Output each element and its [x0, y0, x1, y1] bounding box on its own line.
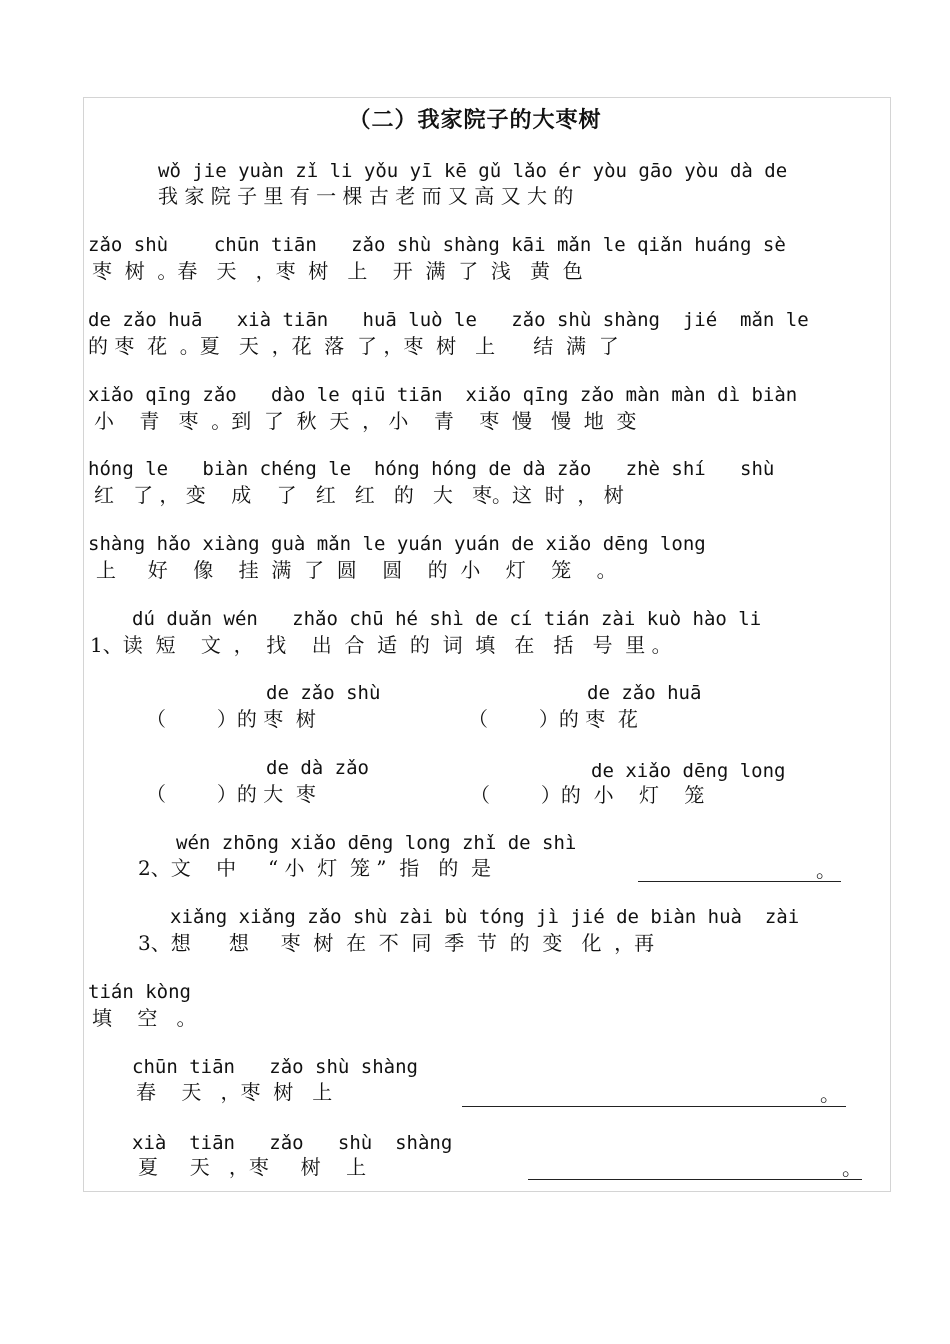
q3-item-2: 夏 天 ，枣 树 上: [138, 1155, 367, 1179]
q2-pinyin: wén zhōng xiǎo dēng long zhǐ de shì: [176, 832, 577, 854]
story-hanzi-5: 红 了 ， 变 成 了 红 红 的 大 枣。这 时 ， 树: [94, 483, 624, 507]
story-pinyin-6: shàng hǎo xiàng guà mǎn le yuán yuán de xiǎo dēng long: [88, 533, 706, 555]
q2-period: 。: [816, 858, 836, 882]
q1-item-3-pinyin: de dà zǎo: [266, 757, 369, 779]
q1-item-1-pinyin: de zǎo shù: [266, 682, 381, 704]
q1-item-4: （ ）的 小 灯 笼: [470, 783, 705, 807]
q3-instruction: 3、想 想 枣 树 在 不 同 季 节 的 变 化 ，再: [138, 931, 655, 955]
q3-item-1-pinyin: chūn tiān zǎo shù shàng: [132, 1056, 418, 1078]
story-pinyin-3: de zǎo huā xià tiān huā luò le zǎo shù shàng jié mǎn le: [88, 309, 809, 331]
q3-item-1: 春 天 ，枣 树 上: [136, 1080, 333, 1104]
worksheet-title: （二）我家院子的大枣树: [348, 107, 602, 133]
story-pinyin-2: zǎo shù chūn tiān zǎo shù shàng kāi mǎn le qiǎn huáng sè: [88, 234, 786, 256]
story-pinyin-5: hóng le biàn chéng le hóng hóng de dà zǎo zhè shí shù: [88, 458, 775, 480]
q1-item-2-pinyin: de zǎo huā: [587, 682, 702, 704]
q3-item-2-period: 。: [842, 1156, 862, 1180]
story-hanzi-1: 我 家 院 子 里 有 一 棵 古 老 而 又 高 又 大 的: [158, 184, 574, 208]
story-hanzi-6: 上 好 像 挂 满 了 圆 圆 的 小 灯 笼 。: [96, 558, 617, 582]
q3-pinyin-2: tián kòng: [88, 981, 191, 1003]
q1-item-4-pinyin: de xiǎo dēng long: [591, 760, 786, 782]
q3-item-2-pinyin: xià tiān zǎo shù shàng: [132, 1132, 453, 1154]
q1-pinyin: dú duǎn wén zhǎo chū hé shì de cí tián zài kuò hào li: [132, 608, 762, 630]
q3-instruction-2: 填 空 。: [92, 1006, 197, 1030]
q3-item-1-answer-line[interactable]: [462, 1106, 846, 1107]
q3-pinyin: xiǎng xiǎng zǎo shù zài bù tóng jì jié de biàn huà zài: [170, 906, 800, 928]
q2-instruction: 2、文 中 “ 小 灯 笼 ” 指 的 是: [138, 856, 492, 880]
story-pinyin-1: wǒ jie yuàn zǐ li yǒu yī kē gǔ lǎo ér yòu gāo yòu dà de: [158, 160, 788, 182]
q3-item-1-period: 。: [820, 1082, 840, 1106]
q2-answer-line[interactable]: [638, 881, 841, 882]
story-hanzi-4: 小 青 枣 。到 了 秋 天 ， 小 青 枣 慢 慢 地 变: [94, 409, 637, 433]
q3-item-2-answer-line[interactable]: [528, 1179, 862, 1180]
q1-instruction: 1、读 短 文 ， 找 出 合 适 的 词 填 在 括 号 里 。: [90, 633, 672, 657]
story-pinyin-4: xiǎo qīng zǎo dào le qiū tiān xiǎo qīng zǎo màn màn dì biàn: [88, 384, 798, 406]
q1-item-1: （ ）的 枣 树: [146, 707, 316, 731]
q1-item-2: （ ）的 枣 花: [468, 707, 638, 731]
story-hanzi-2: 枣 树 。春 天 ，枣 树 上 开 满 了 浅 黄 色: [92, 259, 583, 283]
q1-item-3: （ ）的 大 枣: [146, 782, 316, 806]
story-hanzi-3: 的 枣 花 。夏 天 ，花 落 了 ，枣 树 上 结 满 了: [88, 334, 619, 358]
